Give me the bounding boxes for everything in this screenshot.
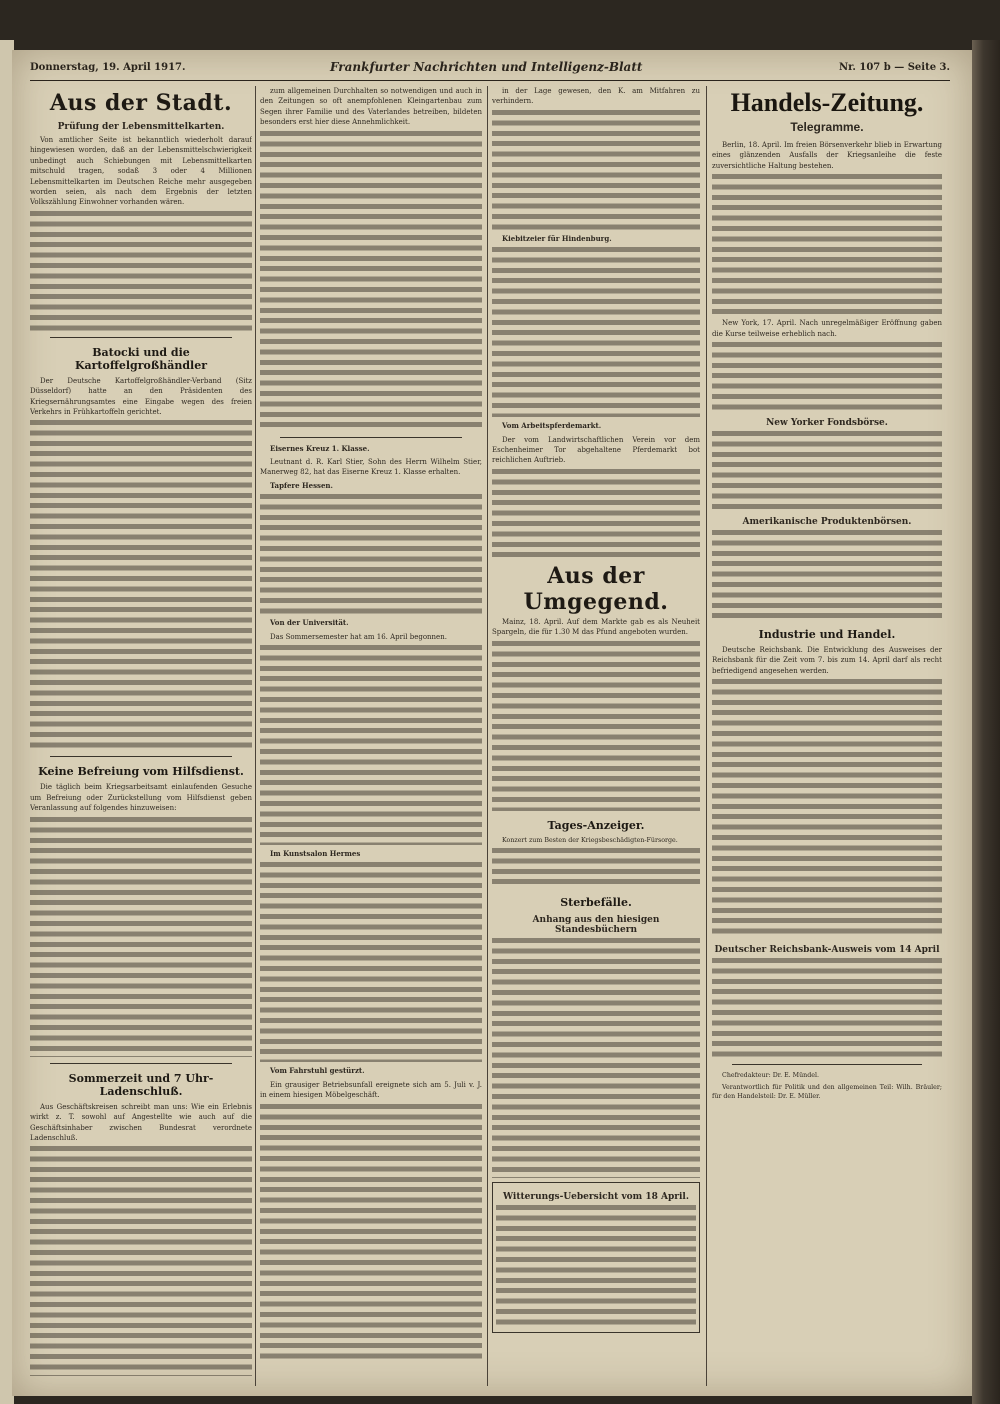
article-text: Der Deutsche Kartoffelgroßhändler-Verband (Sitz Düsseldorf) hatte an den Präsidenten des Kriegsernährungsamtes eine Eingabe wegen des freien Verkehrs in Frühkartoffeln gerichtet. (30, 376, 252, 417)
column-1 (30, 86, 252, 1386)
article-text-block (30, 420, 252, 750)
article-text: Das Sommersemester hat am 16. April begonnen. (270, 632, 447, 641)
divider (50, 337, 232, 338)
weather-box (492, 1182, 700, 1333)
column-2 (260, 86, 482, 1386)
article-text-block (260, 1104, 482, 1364)
section-title-handels: Handels-Zeitung. (730, 88, 924, 117)
article-text: Mainz, 18. April. Auf dem Markte gab es als Neuheit Spargeln, die für 1.30 M das Pfund angeboten wurden. (492, 617, 700, 637)
article-title: Kiebitzeier für Hindenburg. (502, 233, 612, 243)
article-text-block (30, 211, 252, 331)
article-text-block (712, 174, 942, 314)
article-title: Batocki und die Kartoffelgroßhändler (74, 345, 208, 372)
article-title: Im Kunstsalon Hermes (270, 849, 361, 859)
article-text-block (30, 1146, 252, 1376)
article-text: Der vom Landwirtschaftlichen Verein vor dem Eschenheimer Tor abgehaltene Pferdemarkt bot reichlichen Auftrieb. (492, 435, 700, 465)
article-title: Vom Arbeitspferdemarkt. (502, 421, 602, 431)
imprint-text: Verantwortlich für Politik und den allgemeinen Teil: Wilh. Bräuler; für den Handelsteil: Dr. E. Müller. (712, 1084, 942, 1101)
section-title-tages: Tages-Anzeiger. (547, 818, 645, 832)
header-masthead: Frankfurter Nachrichten und Intelligenz-Blatt (330, 60, 643, 74)
article-text-block (260, 645, 482, 845)
imprint-editor: Chefredakteur: Dr. E. Mündel. (722, 1072, 820, 1080)
article-text: Leutnant d. R. Karl Stier, Sohn des Herrn Wilhelm Stier, Manerweg 82, hat das Eiserne Kreuz 1. Klasse erhalten. (260, 458, 482, 477)
stock-table (712, 431, 942, 511)
section-subtitle: Telegramme. (790, 120, 864, 134)
article-text: in der Lage gewesen, den K. am Mitfahren zu verhindern. (492, 87, 700, 106)
header-date: Donnerstag, 19. April 1917. (30, 62, 186, 73)
table-title: Deutscher Reichsbank-Ausweis vom 14 April (714, 945, 940, 956)
book-binding-edge (972, 40, 1000, 1404)
article-text: Konzert zum Besten der Kriegsbeschädigten-Fürsorge. (502, 836, 678, 844)
divider (50, 1063, 232, 1064)
article-text-block (30, 817, 252, 1057)
article-title: Von der Universität. (270, 618, 349, 628)
article-text: zum allgemeinen Durchhalten so notwendigen und auch in den Zeitungen so oft anempfohlenen Kleingartenbau zum Segen ihrer Familie und des Vaterlandes betreiben, bildeten besonders erst hier diese Annehmlichkeit. (260, 87, 482, 127)
column-rule (255, 86, 256, 1386)
article-text: Die täglich beim Kriegsarbeitsamt einlaufenden Gesuche um Befreiung oder Zurückstellung vom Hilfsdienst geben Veranlassung auf folgendes hinzuweisen: (30, 783, 252, 813)
commodity-table (712, 530, 942, 620)
article-text-block (492, 247, 700, 417)
section-title-sterbe: Sterbefälle. (560, 895, 632, 909)
column-rule (487, 86, 488, 1386)
article-text-block (712, 679, 942, 939)
article-text-block (260, 862, 482, 1062)
article-title: Keine Befreiung vom Hilfsdienst. (38, 765, 244, 779)
article-text: Berlin, 18. April. Im freien Börsenverkehr blieb in Erwartung eines glänzenden Ausfalls der Kriegsanleihe die feste zuversichtliche Haltung bestehen. (712, 141, 942, 170)
weather-table (496, 1205, 696, 1325)
column-3 (492, 86, 700, 1386)
article-text-block (492, 110, 700, 230)
article-text: Aus Geschäftskreisen schreibt man uns: Wie ein Erlebnis wirkt z. T. sowohl auf Angestellte wie auch auf die Geschäftsinhaber zwischen Bundesrat verordnete Ladenschluß. (30, 1102, 252, 1142)
section-title-industrie: Industrie und Handel. (758, 628, 896, 642)
article-text-block (260, 494, 482, 614)
weather-title: Witterungs-Uebersicht vom 18 April. (502, 1191, 689, 1202)
section-title-stadt: Aus der Stadt. (49, 90, 233, 116)
divider (732, 1064, 922, 1065)
death-notices-list (492, 938, 700, 1178)
section-title-umgegend: Aus der Umgegend. (523, 562, 669, 615)
article-text-block (712, 342, 942, 412)
article-title: Sommerzeit und 7 Uhr-Ladenschluß. (68, 1071, 214, 1098)
sterbe-subtitle: Anhang aus den hiesigen Standesbüchern (532, 914, 660, 935)
divider (280, 437, 462, 438)
article-text-block (492, 469, 700, 559)
article-text: Ein grausiger Betriebsunfall ereignete sich am 5. Juli v. J. in einem hiesigen Möbelgeschäft. (260, 1080, 482, 1100)
article-text-block (492, 641, 700, 811)
column-rule (706, 86, 707, 1386)
article-text: New York, 17. April. Nach unregelmäßiger Eröffnung gaben die Kurse teilweise erheblich nach. (712, 319, 942, 338)
newspaper-page (12, 50, 972, 1396)
page-header (30, 58, 950, 81)
article-text: Deutsche Reichsbank. Die Entwicklung des Ausweises der Reichsbank für die Zeit vom 7. bis zum 14. April darf als recht befriedigend angesehen werden. (712, 646, 942, 675)
reichsbank-table (712, 958, 942, 1058)
header-issue: Nr. 107 b — Seite 3. (838, 62, 950, 73)
column-4 (712, 86, 942, 1386)
article-text-block (260, 131, 482, 431)
article-text: Von amtlicher Seite ist bekanntlich wiederholt darauf hingewiesen worden, daß an der Lebensmittelschwierigkeit unbedingt auch Schiebungen mit Lebensmittelkarten mitschuld tragen, sodaß 3 oder 4 Millionen Lebensmittelkarten im Deutschen Reiche mehr ausgegeben worden seien, als nach dem Ergebnis der letzten Volkszählung Einwohner vorhanden wären. (30, 136, 252, 207)
article-text-block (492, 848, 700, 888)
article-title: Prüfung der Lebensmittelkarten. (57, 122, 225, 132)
table-title: Amerikanische Produktenbörsen. (742, 517, 912, 528)
divider (50, 756, 232, 757)
article-title: Tapfere Hessen. (270, 480, 333, 490)
article-title: Eisernes Kreuz 1. Klasse. (270, 443, 370, 453)
table-title: New Yorker Fondsbörse. (766, 418, 888, 429)
article-title: Vom Fahrstuhl gestürzt. (270, 1066, 365, 1076)
